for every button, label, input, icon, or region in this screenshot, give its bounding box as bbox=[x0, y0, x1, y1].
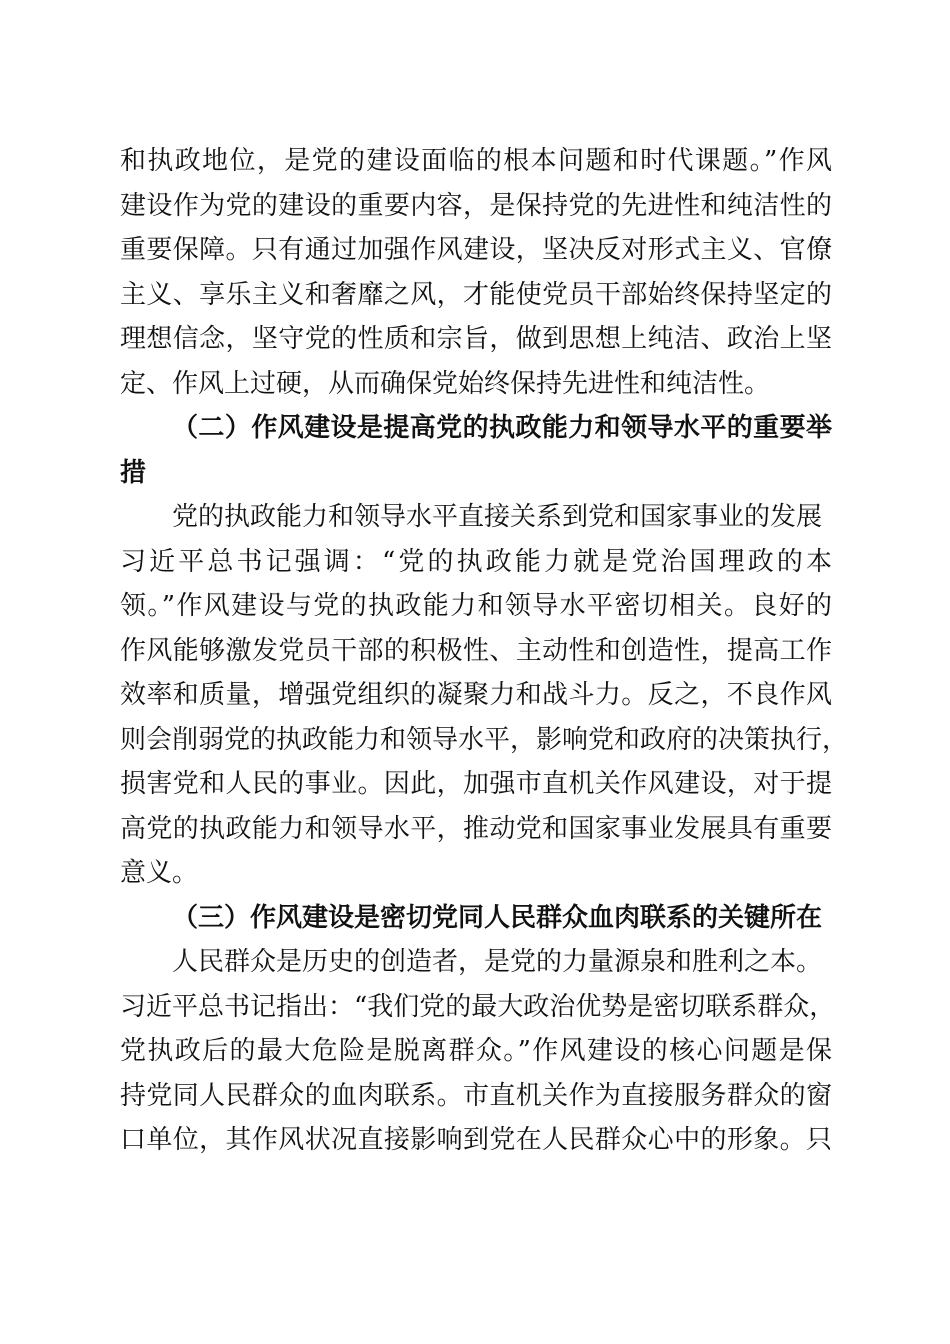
text-line: 习近平总书记强调：“党的执政能力就是党治国理政的本 bbox=[120, 546, 832, 577]
text-line: 重要保障。只有通过加强作风建设，坚决反对形式主义、官僚 bbox=[120, 235, 832, 265]
text-line: 则会削弱党的执政能力和领导水平，影响党和政府的决策执行， bbox=[120, 724, 849, 755]
section-heading-2: （二）作风建设是提高党的执政能力和领导水平的重要举 bbox=[172, 413, 832, 443]
text-line: 建设作为党的建设的重要内容，是保持党的先进性和纯洁性的 bbox=[120, 190, 832, 221]
text-line: 和执政地位，是党的建设面临的根本问题和时代课题。”作风 bbox=[120, 146, 832, 176]
text-line: 作风能够激发党员干部的积极性、主动性和创造性，提高工作 bbox=[120, 635, 832, 666]
text-line: 高党的执政能力和领导水平，推动党和国家事业发展具有重要 bbox=[120, 813, 832, 844]
section-heading-3: （三）作风建设是密切党同人民群众血肉联系的关键所在 bbox=[172, 902, 823, 933]
text-line: 口单位，其作风状况直接影响到党在人民群众心中的形象。只 bbox=[120, 1125, 832, 1155]
text-line: 主义、享乐主义和奢靡之风，才能使党员干部始终保持坚定的 bbox=[120, 279, 832, 310]
text-line: 损害党和人民的事业。因此，加强市直机关作风建设，对于提 bbox=[120, 769, 832, 799]
text-line: 党执政后的最大危险是脱离群众。”作风建设的核心问题是保 bbox=[120, 1036, 832, 1066]
text-line: 持党同人民群众的血肉联系。市直机关作为直接服务群众的窗 bbox=[120, 1080, 832, 1111]
text-line: 理想信念，坚守党的性质和宗旨，做到思想上纯洁、政治上坚 bbox=[120, 324, 832, 354]
text-line: 习近平总书记指出：“我们党的最大政治优势是密切联系群众， bbox=[120, 991, 836, 1022]
text-line: 定、作风上过硬，从而确保党始终保持先进性和纯洁性。 bbox=[120, 368, 771, 399]
text-line: 意义。 bbox=[120, 858, 199, 888]
section-heading-2-continued: 措 bbox=[120, 457, 147, 488]
text-line: 人民群众是历史的创造者，是党的力量源泉和胜利之本。 bbox=[172, 947, 823, 977]
text-line: 领。”作风建设与党的执政能力和领导水平密切相关。良好的 bbox=[120, 591, 832, 621]
text-line: 党的执政能力和领导水平直接关系到党和国家事业的发展 bbox=[172, 502, 823, 532]
document-body bbox=[120, 139, 849, 1163]
text-line: 效率和质量，增强党组织的凝聚力和战斗力。反之，不良作风 bbox=[120, 680, 832, 710]
